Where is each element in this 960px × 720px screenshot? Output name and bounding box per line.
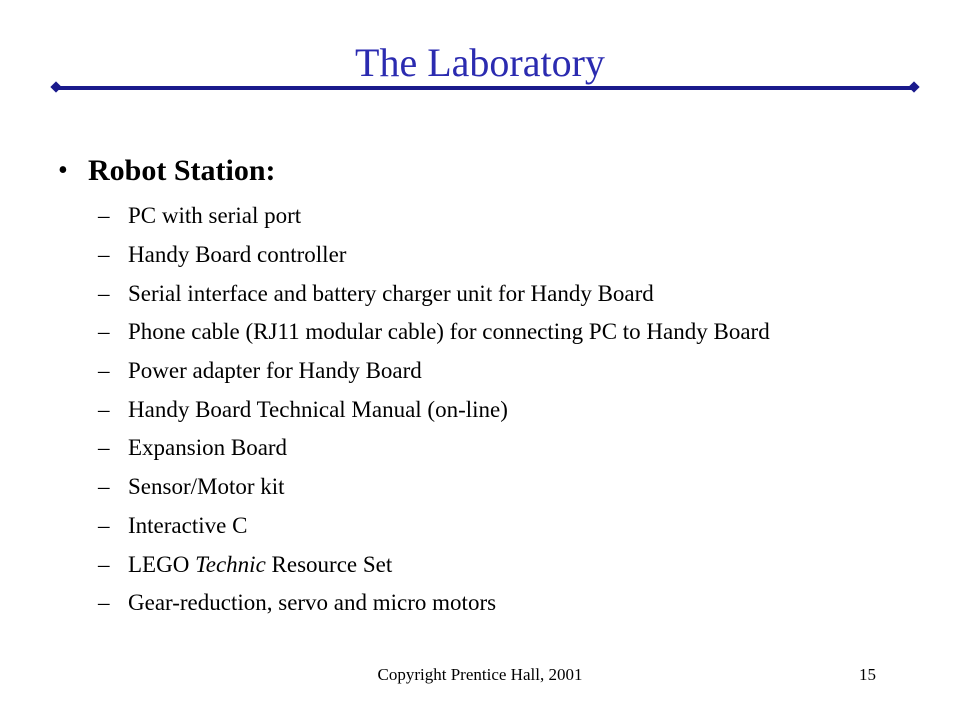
list-item [98, 274, 770, 313]
dash-icon: – [98, 358, 110, 384]
list-item-text: Phone cable (RJ11 modular cable) for connecting PC to Handy Board [128, 319, 770, 345]
list-item [98, 429, 770, 468]
list-item [98, 352, 770, 391]
title-divider [56, 86, 914, 90]
list-item-text: Serial interface and battery charger unit for Handy Board [128, 280, 654, 306]
dash-icon: – [98, 474, 110, 500]
list-item [98, 236, 770, 275]
dash-icon: – [98, 319, 110, 345]
list-item [98, 584, 770, 623]
list-item-text: Power adapter for Handy Board [128, 358, 422, 384]
list-item-text: PC with serial port [128, 203, 302, 229]
list-item-text: Sensor/Motor kit [128, 474, 285, 500]
slide-title: The Laboratory [355, 40, 605, 85]
bullet-icon: • [58, 155, 68, 186]
dash-icon: – [98, 203, 110, 229]
list-item-text: LEGO Technic Resource Set [128, 551, 393, 577]
list-item [98, 197, 770, 236]
footer-copyright: Copyright Prentice Hall, 2001 [377, 665, 583, 684]
main-bullet-label: Robot Station: [88, 154, 276, 187]
list-item-text: Expansion Board [128, 435, 288, 461]
list-item-text: Interactive C [128, 512, 248, 538]
equipment-list [98, 197, 770, 623]
list-item-text: Handy Board controller [128, 242, 347, 268]
list-item-text: Gear-reduction, servo and micro motors [128, 590, 497, 616]
list-item [98, 313, 770, 352]
main-bullet [58, 151, 276, 191]
list-item [98, 468, 770, 507]
page-number: 15 [859, 665, 876, 684]
dash-icon: – [98, 280, 110, 306]
list-item [98, 390, 770, 429]
dash-icon: – [98, 396, 110, 422]
dash-icon: – [98, 435, 110, 461]
list-item [98, 507, 770, 546]
dash-icon: – [98, 590, 110, 616]
dash-icon: – [98, 242, 110, 268]
list-item-text: Handy Board Technical Manual (on-line) [128, 396, 508, 422]
dash-icon: – [98, 551, 110, 577]
list-item [98, 545, 770, 584]
dash-icon: – [98, 512, 110, 538]
